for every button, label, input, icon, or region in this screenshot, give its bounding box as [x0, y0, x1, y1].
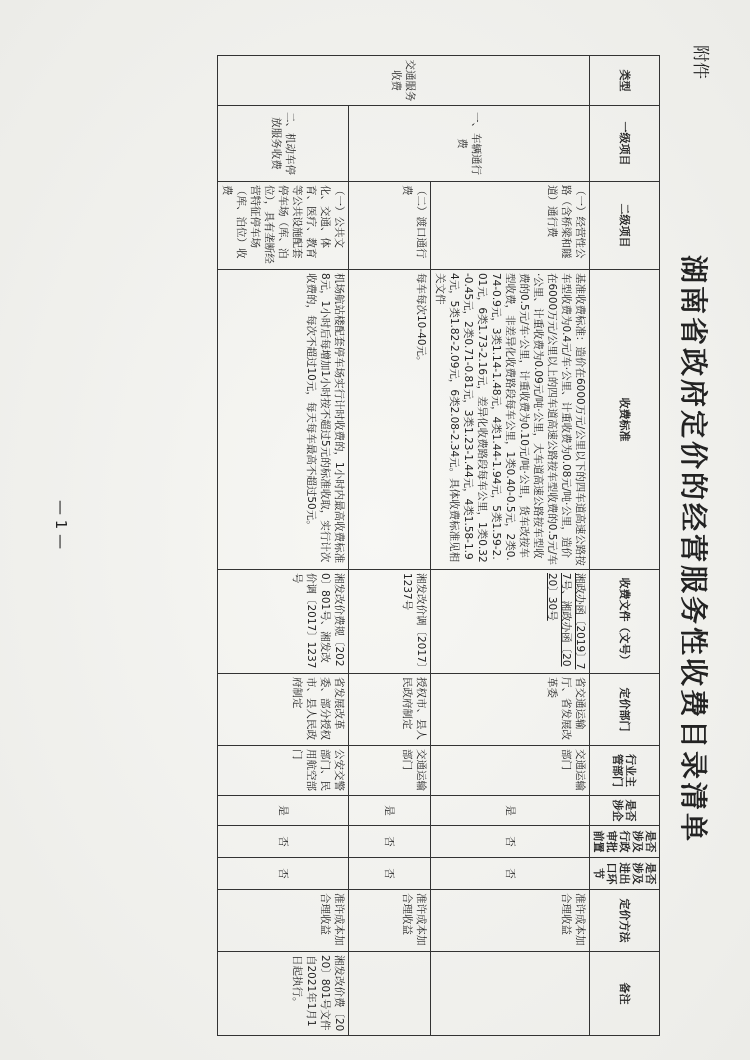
- row-level1: 二、机动车停放服务收费: [218, 106, 349, 182]
- row-remark: [349, 952, 431, 1036]
- row-approval: 否: [218, 826, 349, 858]
- row-remark: 湘发改价费〔2020〕801号文件自2021年1月1日起执行。: [218, 952, 349, 1036]
- row-standard: 每车每次10-40元。: [349, 270, 431, 570]
- row-enterprise: 是: [218, 796, 349, 826]
- row-approval: 否: [431, 826, 590, 858]
- row-method: 准许成本加合理收益: [218, 890, 349, 952]
- header-level2: 二级项目: [590, 182, 660, 270]
- header-type: 类型: [590, 56, 660, 106]
- attachment-label: 附件: [690, 45, 710, 79]
- table-header-row: [590, 56, 660, 1036]
- row-industry: 公安交警部门、民用航空部门: [218, 746, 349, 796]
- header-document: 收费文件（文号）: [590, 570, 660, 674]
- row-level2: （一）经营性公路（含桥梁和隧道）通行费: [431, 182, 590, 270]
- row-export: 否: [431, 858, 590, 890]
- header-enterprise: 是否涉企: [590, 796, 660, 826]
- row-approval: 否: [349, 826, 431, 858]
- header-approval: 是否涉及行政审批前置: [590, 826, 660, 858]
- row-method: 准许成本加合理收益: [431, 890, 590, 952]
- type-cell: 交通服务收费: [218, 56, 590, 106]
- row-dept: 授权市、县人民政府制定: [349, 674, 431, 746]
- table-row: [431, 56, 590, 1036]
- row-remark: [431, 952, 590, 1036]
- header-standard: 收费标准: [590, 270, 660, 570]
- header-level1: 一级项目: [590, 106, 660, 182]
- fee-catalog-table: [217, 55, 660, 1036]
- row-level2: （一）公共文化、交通、体育、医疗、教育等公共设施配套停车场（库、泊位），具有垄断经营特征停车场（库、泊位）收费: [218, 182, 349, 270]
- row-industry: 交通运输部门: [349, 746, 431, 796]
- rotated-page: [25, 45, 725, 1045]
- page-title: 湖南省政府定价的经营服务性收费目录清单: [677, 255, 710, 845]
- row-standard: 基准收费标准：造价在6000万元/公里以下的四车道高速公路按车型收费为0.4元/车·公里、计重收费为0.08元/吨·公里，造价在6000万元/公里以上的四车道高速公路按车型收费的0.5元/车·公里、计重收费为0.09元/吨·公里，大车道高速公路按车型收费的0.5元/车·公里，计重收费为0.10元/吨·公里，货车改按车型收费，非差异化收费路段每车公里，1类0.40-0.5元，2类0.74-0.9元，3类1.14-1.48元，4类1.44-1.94元，5类1.59-2.01元，6类1.73-2.16元，差异化收费路段每车公里，1类0.32-0.45元，2类0.71-0.81元，3类1.23-1.44元，4类1.58-1.94元，5类1.82-2.09元，6类2.08-2.34元。具体收费标准见相关文件: [431, 270, 590, 570]
- row-industry: 交通运输部门: [431, 746, 590, 796]
- row-enterprise: 是: [349, 796, 431, 826]
- row-export: 否: [218, 858, 349, 890]
- row-document: 湘政办函〔2019〕77号、湘政办函〔2020〕30号: [431, 570, 590, 674]
- header-export: 是否涉及进出口环节: [590, 858, 660, 890]
- row-dept: 省发展改革委、部分授权市、县人民政府制定: [218, 674, 349, 746]
- header-dept: 定价部门: [590, 674, 660, 746]
- row-enterprise: 是: [431, 796, 590, 826]
- page-number: — 1 —: [52, 500, 70, 550]
- table-row: [218, 56, 349, 1036]
- header-remark: 备注: [590, 952, 660, 1036]
- row-dept: 省交通运输厅、省发展改革委: [431, 674, 590, 746]
- row-method: 准许成本加合理收益: [349, 890, 431, 952]
- row-document: 湘发改价调〔2017〕1237号: [349, 570, 431, 674]
- table-row: [349, 56, 431, 1036]
- header-method: 定价方法: [590, 890, 660, 952]
- row-level2: （二）渡口通行费: [349, 182, 431, 270]
- row-export: 否: [349, 858, 431, 890]
- row-level1: 一、车辆通行费: [349, 106, 590, 182]
- row-document: 湘发改价费规〔2020〕801号、湘发改价调〔2017〕1237号: [218, 570, 349, 674]
- header-industry: 行业主管部门: [590, 746, 660, 796]
- row-standard: 机场航站楼配套停车场实行计时收费的，1小时内最高收费标准8元，1小时后每增加1小时按不超过5元的标准收取，实行计次收费的，每次不超过10元，每天每车最高不超过50元。: [218, 270, 349, 570]
